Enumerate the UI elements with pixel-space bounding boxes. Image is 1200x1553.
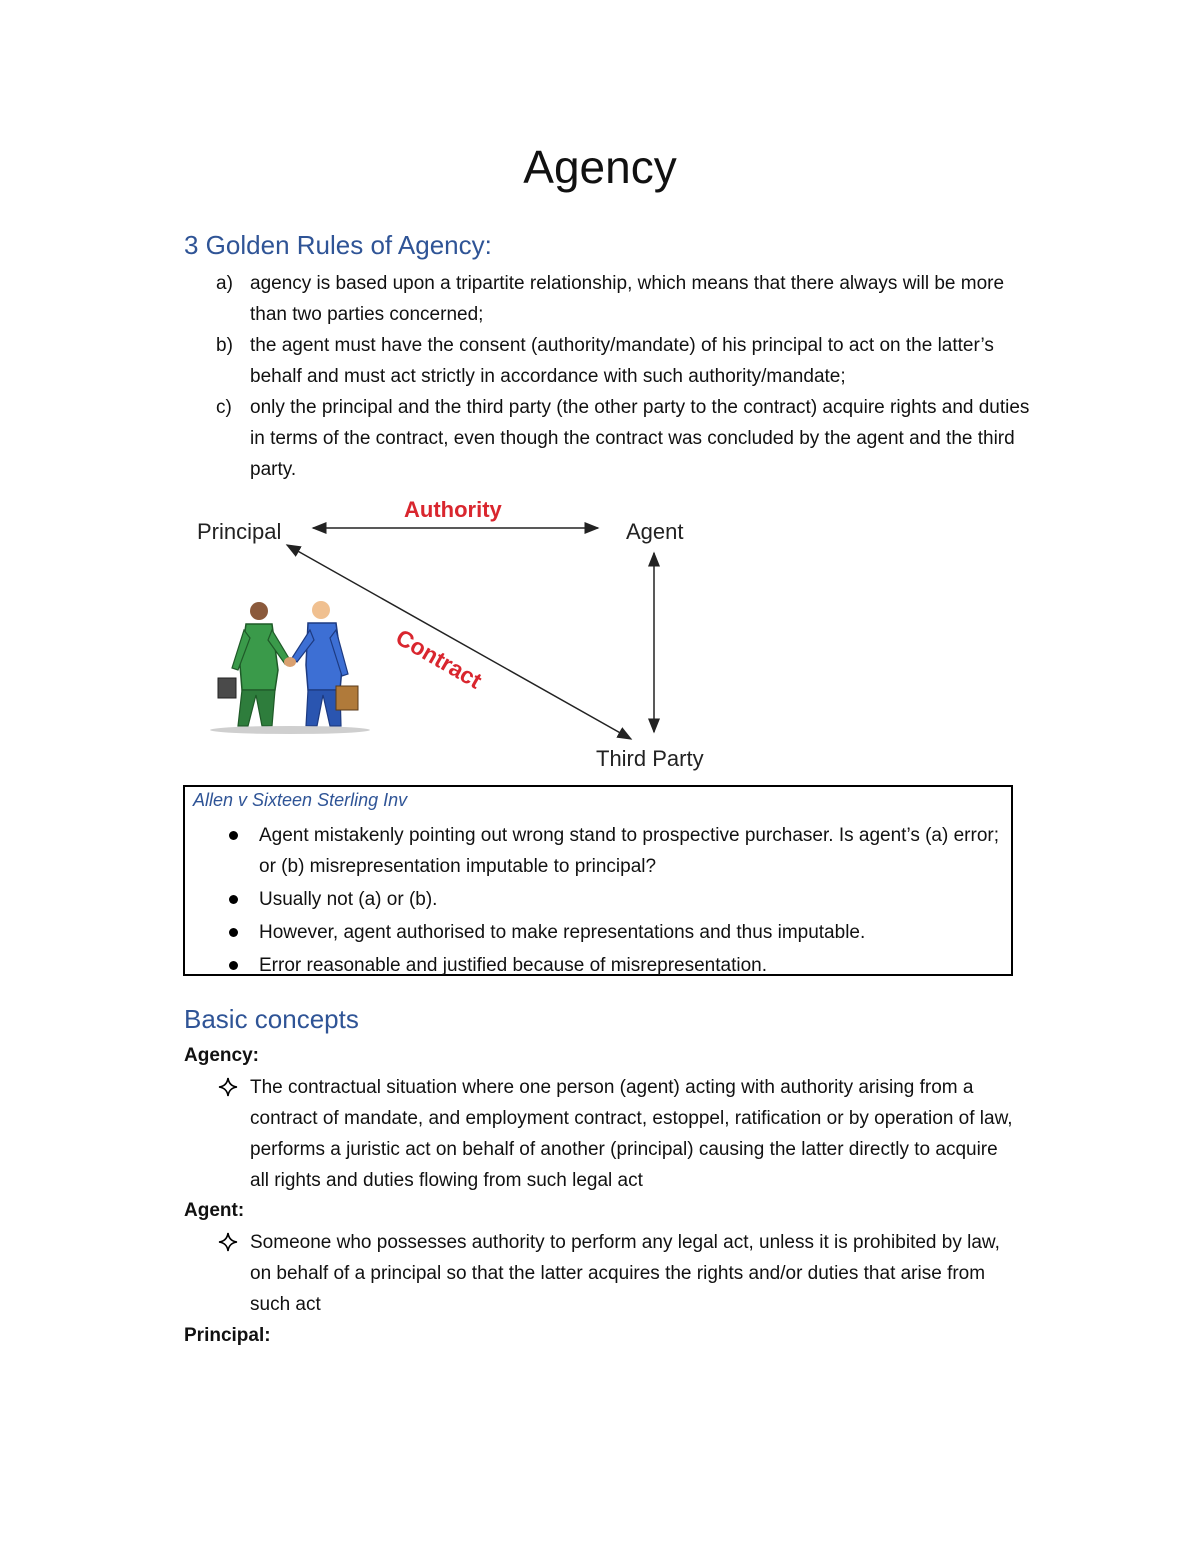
list-item: [216, 268, 1030, 330]
agent-label: Agent: [626, 519, 684, 544]
agency-definition: [250, 1072, 1020, 1196]
page-title: Agency: [523, 141, 677, 193]
list-item: [216, 392, 1030, 485]
agency-term: Agency:: [184, 1045, 259, 1066]
golden-rules-list: [216, 268, 1030, 485]
list-marker: a): [216, 273, 233, 294]
list-item: [216, 330, 1030, 392]
bullet-icon: [229, 961, 238, 970]
golden-rules-heading: 3 Golden Rules of Agency:: [184, 230, 492, 260]
case-point-text: However, agent authorised to make representations and thus imputable.: [259, 922, 866, 943]
principal-label: Principal: [197, 519, 282, 544]
diamond-bullet-icon: [218, 1232, 238, 1252]
bullet-icon: [229, 831, 238, 840]
handshake-illustration: [210, 601, 370, 734]
case-points-list: [259, 820, 999, 983]
bullet-icon: [229, 895, 238, 904]
list-marker: b): [216, 335, 233, 356]
list-item-text: only the principal and the third party (the other party to the contract) acquire rights and duties in terms of the contract, even though the contract was concluded by the agent and the third party.: [250, 397, 1030, 480]
list-item: [259, 884, 999, 915]
person-green: [218, 602, 290, 726]
person-blue: [292, 601, 358, 726]
case-point-text: Error reasonable and justified because of misrepresentation.: [259, 955, 768, 976]
list-item-text: agency is based upon a tripartite relationship, which means that there always will be more than two parties concerned;: [250, 273, 1005, 325]
basic-concepts-heading: Basic concepts: [184, 1004, 359, 1034]
case-point-text: Agent mistakenly pointing out wrong stand to prospective purchaser. Is agent’s (a) error; or (b) misrepresentation imputable to principal?: [259, 825, 999, 877]
case-box: [183, 785, 1013, 976]
agency-diagram: [180, 490, 740, 780]
list-item: [259, 820, 999, 882]
agent-definition: [250, 1227, 1020, 1320]
list-item: [259, 917, 999, 948]
authority-label: Authority: [404, 497, 502, 522]
case-point-text: Usually not (a) or (b).: [259, 889, 438, 910]
agent-definition-text: Someone who possesses authority to perform any legal act, unless it is prohibited by law, on behalf of a principal so that the latter acquires the rights and/or duties that arise from such act: [250, 1232, 1000, 1315]
third-party-label: Third Party: [596, 746, 704, 771]
agency-definition-text: The contractual situation where one person (agent) acting with authority arising from a contract of mandate, and employment contract, estoppel, ratification or by operation of law, performs a juristic act on behalf of another (principal) causing the latter directly to acquire all rights and duties flowing from such legal act: [250, 1077, 1013, 1191]
list-item-text: the agent must have the consent (authority/mandate) of his principal to act on the latter’s behalf and must act strictly in accordance with such authority/mandate;: [250, 335, 994, 387]
list-marker: c): [216, 397, 232, 418]
contract-label: Contract: [391, 623, 487, 694]
agent-term: Agent:: [184, 1200, 245, 1221]
bullet-icon: [229, 928, 238, 937]
diamond-bullet-icon: [218, 1077, 238, 1097]
case-title: Allen v Sixteen Sterling Inv: [193, 790, 408, 810]
list-item: [259, 950, 999, 981]
principal-term: Principal:: [184, 1325, 271, 1346]
